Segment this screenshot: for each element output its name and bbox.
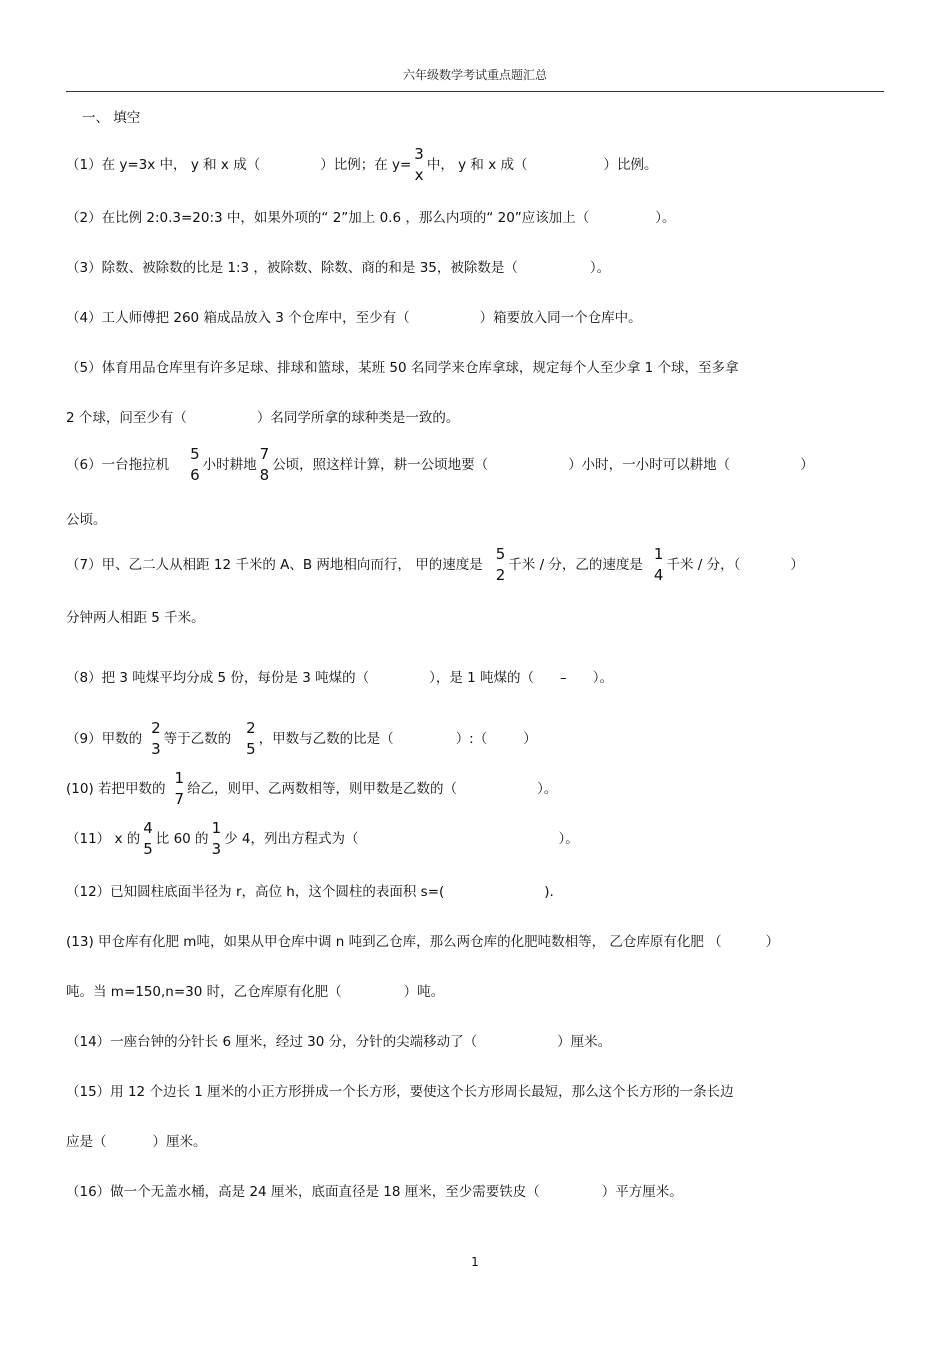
fraction-1-7: 1 7 [174,769,185,808]
question-6-line-2: 公顷。 [66,512,107,528]
fraction-2-5: 2 5 [246,719,256,758]
header-rule [66,91,884,92]
fraction-3-over-x: 3 x [414,145,424,184]
fraction-5-2: 5 2 [495,545,506,584]
question-7-line-2: 分钟两人相距 5 千米。 [66,610,205,626]
question-5-line-2: 2 个球，问至少有（ ）名同学所拿的球种类是一致的。 [66,410,460,426]
question-6: （6）一台拖拉机 5 6 小时耕地 7 8 公顷，照这样计算，耕一公顷地要（ ）小时，一小时可以耕地（ ） [66,445,814,484]
question-3: （3）除数、被除数的比是 1:3 ，被除数、除数、商的和是 35，被除数是（ ）。 [66,260,611,276]
question-16: （16）做一个无盖水桶，高是 24 厘米，底面直径是 18 厘米，至少需要铁皮（ ）平方厘米。 [66,1184,683,1200]
question-14: （14）一座台钟的分针长 6 厘米，经过 30 分，分针的尖端移动了（ ）厘米。 [66,1034,612,1050]
fraction-5-6: 5 6 [190,445,200,484]
question-15-line-2: 应是（ ）厘米。 [66,1134,207,1150]
page-header: 六年级数学考试重点题汇总 [402,68,547,82]
question-13-line-2: 吨。当 m=150,n=30 时，乙仓库原有化肥（ ）吨。 [66,984,445,1000]
question-1: （1）在 y=3x 中， y 和 x 成（ ）比例；在 y= 3 x 中， y 和 x 成（ ）比例。 [66,145,658,184]
fraction-1-3: 1 3 [211,819,222,858]
question-9: （9）甲数的 2 3 等于乙数的 2 5 ，甲数与乙数的比是（ ）:（ ） [66,719,537,758]
fraction-1-4: 1 4 [653,545,664,584]
fraction-7-8: 7 8 [259,445,270,484]
question-4: （4）工人师傅把 260 箱成品放入 3 个仓库中，至少有（ ）箱要放入同一个仓库中。 [66,310,642,326]
fraction-4-5: 4 5 [143,819,153,858]
question-10: (10) 若把甲数的 1 7 给乙，则甲、乙两数相等，则甲数是乙数的（ ）。 [66,769,558,808]
fraction-2-3: 2 3 [151,719,161,758]
question-5-line-1: （5）体育用品仓库里有许多足球、排球和篮球，某班 50 名同学来仓库拿球，规定每个人至少拿 1 个球，至多拿 [66,360,739,376]
section-title: 一、 填空 [82,110,141,126]
question-8: （8）把 3 吨煤平均分成 5 份，每份是 3 吨煤的（ ），是 1 吨煤的（ – ）。 [66,670,614,686]
question-13-line-1: (13) 甲仓库有化肥 m吨，如果从甲仓库中调 n 吨到乙仓库，那么两仓库的化肥吨数相等， 乙仓库原有化肥 （ ） [66,934,780,950]
question-7: （7）甲、乙二人从相距 12 千米的 A、B 两地相向而行， 甲的速度是 5 2 千米 / 分，乙的速度是 1 4 千米 / 分，（ ） [66,545,804,584]
question-12: （12）已知圆柱底面半径为 r，高位 h，这个圆柱的表面积 s=( ). [66,884,554,900]
page-number: 1 [471,1255,479,1269]
question-2: （2）在比例 2:0.3=20:3 中，如果外项的“ 2”加上 0.6 ，那么内项的“ 20”应该加上（ ）。 [66,210,676,226]
question-11: （11） x 的 4 5 比 60 的 1 3 少 4，列出方程式为（ ）。 [66,819,579,858]
question-15-line-1: （15）用 12 个边长 1 厘米的小正方形拼成一个长方形，要使这个长方形周长最短，那么这个长方形的一条长边 [66,1084,734,1100]
